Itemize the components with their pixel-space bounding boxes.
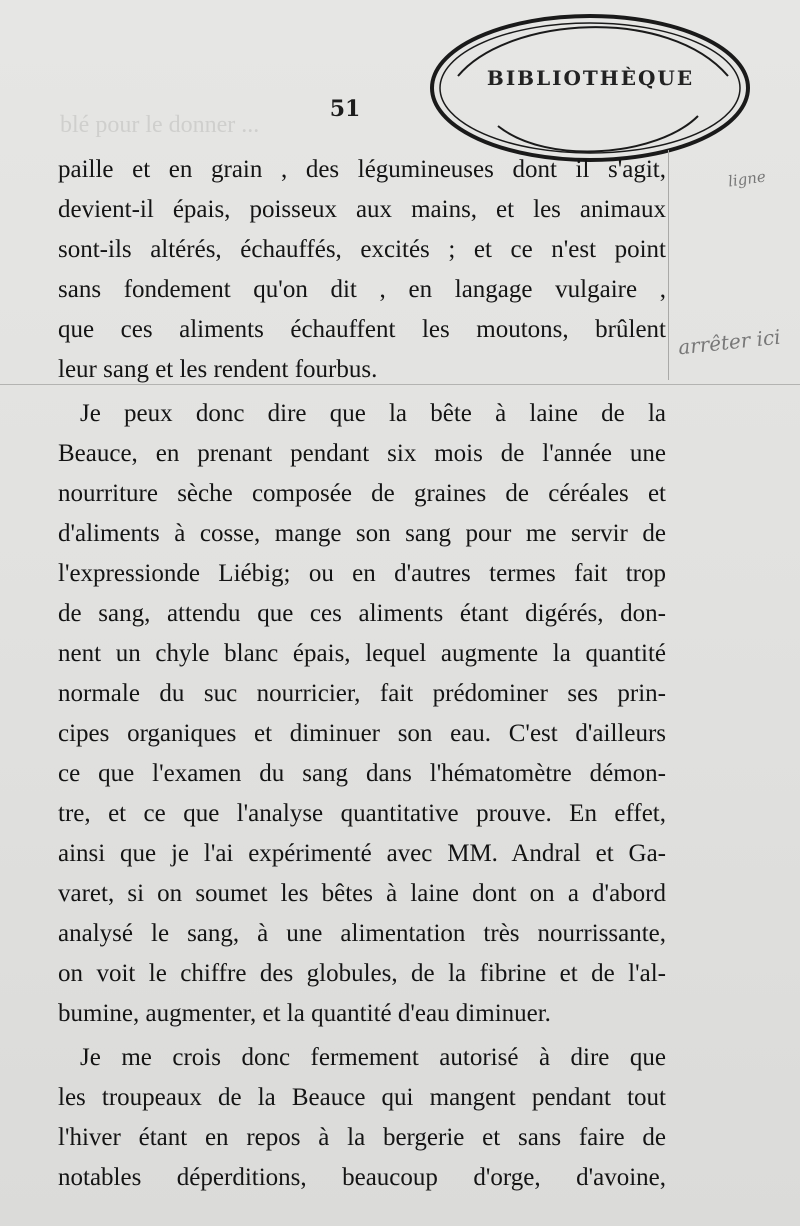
text-line: paille et en grain , des légumineuses dont il s'agit, [58, 156, 666, 183]
text-line: ce que l'examen du sang dans l'hématomètre démon- [58, 760, 666, 787]
text-line: ainsi que je l'ai expérimenté avec MM. Andral et Ga- [58, 840, 666, 867]
text-line: on voit le chiffre des globules, de la fibrine et de l'al- [58, 960, 666, 987]
text-line: cipes organiques et diminuer son eau. C'est d'ailleurs [58, 720, 666, 747]
paragraph-3 [58, 1038, 666, 1198]
page-number: 51 [329, 96, 361, 122]
margin-rule-vertical [668, 150, 669, 380]
margin-note-right: arrêter ici [677, 324, 782, 360]
text-line: analysé le sang, à une alimentation très nourrissante, [58, 920, 666, 947]
text-line: d'aliments à cosse, mange son sang pour me servir de [58, 520, 666, 547]
stamp-center-text: BIBLIOTHÈQUE [486, 66, 695, 90]
text-line: de sang, attendu que ces aliments étant digérés, don- [58, 600, 666, 627]
text-line: les troupeaux de la Beauce qui mangent pendant tout [58, 1084, 666, 1111]
text-line: devient-il épais, poisseux aux mains, et les animaux [58, 196, 666, 223]
text-line: Je me crois donc fermement autorisé à dire que [80, 1044, 666, 1071]
text-line: Je peux donc dire que la bête à laine de la [80, 400, 666, 427]
paragraph-2 [58, 394, 666, 1034]
text-line: tre, et ce que l'analyse quantitative prouve. En effet, [58, 800, 666, 827]
text-line: bumine, augmenter, et la quantité d'eau diminuer. [58, 1000, 551, 1027]
text-line: que ces aliments échauffent les moutons, brûlent [58, 316, 666, 343]
bleed-through-text: blé pour le donner ... [60, 112, 260, 138]
body-text [58, 150, 666, 1198]
text-line: nent un chyle blanc épais, lequel augmente la quantité [58, 640, 666, 667]
text-line: notables déperditions, beaucoup d'orge, d'avoine, [58, 1164, 666, 1191]
text-line: sont-ils altérés, échauffés, excités ; et ce n'est point [58, 236, 666, 263]
text-line: Beauce, en prenant pendant six mois de l'année une [58, 440, 666, 467]
paragraph-1 [58, 150, 666, 390]
text-line: sans fondement qu'on dit , en langage vulgaire , [58, 276, 666, 303]
text-line: varet, si on soumet les bêtes à laine dont on a d'abord [58, 880, 666, 907]
text-line: nourriture sèche composée de graines de céréales et [58, 480, 666, 507]
text-line: normale du suc nourricier, fait prédominer ses prin- [58, 680, 666, 707]
text-line: leur sang et les rendent fourbus. [58, 356, 378, 383]
text-line: l'hiver étant en repos à la bergerie et sans faire de [58, 1124, 666, 1151]
text-line: l'expressionde Liébig; ou en d'autres termes fait trop [58, 560, 666, 587]
margin-note-top: ligne [726, 167, 767, 191]
